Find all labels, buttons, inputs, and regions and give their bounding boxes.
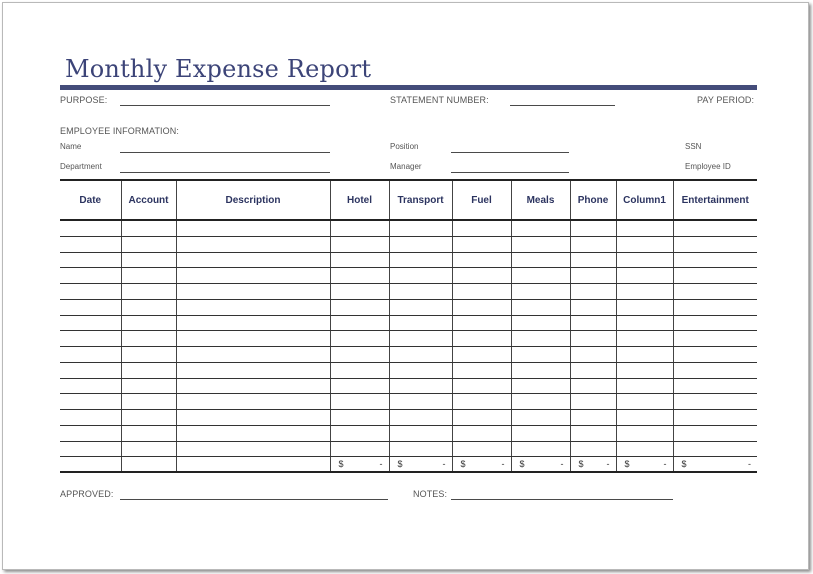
- table-cell[interactable]: [121, 441, 176, 457]
- table-cell[interactable]: [60, 394, 121, 410]
- table-row: [60, 236, 757, 252]
- total-value: -: [442, 459, 446, 470]
- table-cell[interactable]: [511, 394, 570, 410]
- table-cell[interactable]: [60, 268, 121, 284]
- column-header[interactable]: Hotel: [330, 180, 389, 220]
- table-cell[interactable]: [452, 268, 511, 284]
- table-row: [60, 284, 757, 300]
- table-row: [60, 425, 757, 441]
- table-cell[interactable]: [60, 410, 121, 426]
- table-cell[interactable]: [121, 220, 176, 236]
- table-cell[interactable]: [616, 252, 673, 268]
- table-row: [60, 378, 757, 394]
- table-cell[interactable]: [176, 284, 330, 300]
- table-cell[interactable]: [616, 441, 673, 457]
- table-row: [60, 331, 757, 347]
- manager-label: Manager: [390, 162, 422, 171]
- table-cell[interactable]: [389, 268, 452, 284]
- table-cell[interactable]: [60, 331, 121, 347]
- table-cell[interactable]: [673, 284, 757, 300]
- table-cell: [121, 457, 176, 473]
- table-cell[interactable]: [452, 252, 511, 268]
- total-value: -: [379, 459, 383, 470]
- table-row: [60, 410, 757, 426]
- approved-field[interactable]: [120, 499, 388, 500]
- table-cell[interactable]: [673, 410, 757, 426]
- table-row: [60, 220, 757, 236]
- table-cell[interactable]: [673, 347, 757, 363]
- table-row: [60, 268, 757, 284]
- column-header[interactable]: Date: [60, 180, 121, 220]
- table-cell[interactable]: [570, 331, 616, 347]
- table-cell: [60, 457, 121, 473]
- total-value: -: [663, 459, 667, 470]
- table-cell[interactable]: [511, 268, 570, 284]
- table-cell[interactable]: [121, 268, 176, 284]
- table-cell[interactable]: [389, 284, 452, 300]
- total-value: -: [501, 459, 505, 470]
- table-cell[interactable]: [452, 220, 511, 236]
- table-cell[interactable]: [616, 315, 673, 331]
- statement-number-label: STATEMENT NUMBER:: [390, 95, 489, 105]
- table-cell[interactable]: [176, 315, 330, 331]
- table-cell[interactable]: [176, 299, 330, 315]
- table-cell[interactable]: [330, 347, 389, 363]
- table-cell[interactable]: [452, 315, 511, 331]
- table-cell[interactable]: [121, 284, 176, 300]
- table-cell[interactable]: [570, 347, 616, 363]
- table-cell[interactable]: [389, 236, 452, 252]
- table-cell[interactable]: [121, 425, 176, 441]
- currency-symbol: $: [578, 459, 584, 470]
- name-field[interactable]: [120, 152, 330, 153]
- table-cell[interactable]: [452, 347, 511, 363]
- total-value: -: [748, 459, 751, 470]
- table-cell[interactable]: [673, 425, 757, 441]
- table-cell[interactable]: [616, 268, 673, 284]
- table-cell[interactable]: [673, 331, 757, 347]
- table-cell[interactable]: [616, 362, 673, 378]
- table-cell[interactable]: [60, 441, 121, 457]
- purpose-field[interactable]: [120, 105, 330, 106]
- table-cell[interactable]: [616, 378, 673, 394]
- currency-symbol: $: [519, 459, 525, 470]
- table-cell[interactable]: [121, 299, 176, 315]
- table-cell[interactable]: [60, 220, 121, 236]
- table-cell[interactable]: [121, 315, 176, 331]
- currency-symbol: $: [460, 459, 466, 470]
- table-cell[interactable]: [570, 284, 616, 300]
- table-row: [60, 394, 757, 410]
- table-cell[interactable]: [452, 236, 511, 252]
- notes-label: NOTES:: [413, 489, 448, 499]
- table-cell[interactable]: [511, 315, 570, 331]
- currency-symbol: $: [397, 459, 403, 470]
- column-header[interactable]: Account: [121, 180, 176, 220]
- column-header[interactable]: Phone: [570, 180, 616, 220]
- table-cell[interactable]: [176, 236, 330, 252]
- table-cell[interactable]: [452, 284, 511, 300]
- employee-information-label: EMPLOYEE INFORMATION:: [60, 126, 179, 136]
- table-cell[interactable]: [60, 378, 121, 394]
- table-cell[interactable]: [511, 331, 570, 347]
- table-cell[interactable]: [452, 425, 511, 441]
- table-cell[interactable]: [616, 347, 673, 363]
- table-cell[interactable]: [121, 347, 176, 363]
- table-cell[interactable]: [673, 268, 757, 284]
- total-value: -: [560, 459, 564, 470]
- table-cell[interactable]: [60, 284, 121, 300]
- table-cell[interactable]: [176, 252, 330, 268]
- table-cell[interactable]: [330, 410, 389, 426]
- table-cell[interactable]: [511, 362, 570, 378]
- total-cell: [673, 457, 757, 473]
- table-cell: [176, 457, 330, 473]
- table-cell[interactable]: [570, 410, 616, 426]
- table-cell[interactable]: [570, 252, 616, 268]
- total-cell: [452, 457, 511, 473]
- table-cell[interactable]: [511, 425, 570, 441]
- department-field[interactable]: [120, 172, 330, 173]
- currency-symbol: $: [624, 459, 630, 470]
- total-cell: [330, 457, 389, 473]
- table-cell[interactable]: [452, 299, 511, 315]
- table-cell[interactable]: [452, 441, 511, 457]
- table-cell[interactable]: [121, 394, 176, 410]
- employee-id-label: Employee ID: [685, 162, 731, 171]
- table-cell[interactable]: [176, 331, 330, 347]
- table-cell[interactable]: [389, 362, 452, 378]
- table-cell[interactable]: [389, 378, 452, 394]
- table-cell[interactable]: [330, 378, 389, 394]
- table-cell[interactable]: [570, 299, 616, 315]
- approved-label: APPROVED:: [60, 489, 114, 499]
- purpose-label: PURPOSE:: [60, 95, 108, 105]
- statement-number-field[interactable]: [510, 105, 615, 106]
- position-field[interactable]: [451, 152, 569, 153]
- table-cell[interactable]: [389, 425, 452, 441]
- table-cell[interactable]: [673, 299, 757, 315]
- table-cell[interactable]: [616, 220, 673, 236]
- table-cell[interactable]: [616, 331, 673, 347]
- table-cell[interactable]: [570, 441, 616, 457]
- notes-field[interactable]: [451, 499, 673, 500]
- table-cell[interactable]: [570, 268, 616, 284]
- table-cell[interactable]: [330, 394, 389, 410]
- ssn-label: SSN: [685, 142, 702, 151]
- table-cell[interactable]: [389, 394, 452, 410]
- table-row: [60, 315, 757, 331]
- column-header[interactable]: Column1: [616, 180, 673, 220]
- name-label: Name: [60, 142, 82, 151]
- table-cell[interactable]: [176, 441, 330, 457]
- table-cell[interactable]: [570, 315, 616, 331]
- table-cell[interactable]: [616, 410, 673, 426]
- table-cell[interactable]: [60, 347, 121, 363]
- table-cell[interactable]: [673, 236, 757, 252]
- table-cell[interactable]: [673, 378, 757, 394]
- table-cell[interactable]: [570, 236, 616, 252]
- total-cell: [511, 457, 570, 473]
- title-underline: [60, 85, 757, 90]
- table-cell[interactable]: [330, 252, 389, 268]
- table-header-row: [60, 180, 757, 220]
- table-row: [60, 347, 757, 363]
- table-cell[interactable]: [176, 220, 330, 236]
- expense-table: [60, 179, 757, 473]
- table-cell[interactable]: [511, 378, 570, 394]
- pay-period-label: PAY PERIOD:: [697, 95, 755, 105]
- table-cell[interactable]: [176, 425, 330, 441]
- table-cell[interactable]: [673, 362, 757, 378]
- table-cell[interactable]: [176, 394, 330, 410]
- column-header[interactable]: Description: [176, 180, 330, 220]
- table-cell[interactable]: [389, 252, 452, 268]
- table-cell[interactable]: [570, 425, 616, 441]
- table-cell[interactable]: [330, 284, 389, 300]
- table-cell[interactable]: [570, 362, 616, 378]
- table-cell[interactable]: [176, 268, 330, 284]
- table-cell[interactable]: [389, 441, 452, 457]
- total-cell: [616, 457, 673, 473]
- table-cell[interactable]: [330, 441, 389, 457]
- table-cell[interactable]: [452, 362, 511, 378]
- column-header[interactable]: Entertainment: [673, 180, 757, 220]
- column-header[interactable]: Fuel: [452, 180, 511, 220]
- table-cell[interactable]: [616, 425, 673, 441]
- totals-row: [60, 457, 757, 473]
- table-cell[interactable]: [121, 362, 176, 378]
- table-cell[interactable]: [511, 284, 570, 300]
- table-cell[interactable]: [673, 441, 757, 457]
- table-cell[interactable]: [330, 425, 389, 441]
- total-cell: [570, 457, 616, 473]
- total-value: -: [606, 459, 610, 470]
- department-label: Department: [60, 162, 102, 171]
- table-cell[interactable]: [511, 347, 570, 363]
- table-cell[interactable]: [60, 252, 121, 268]
- table-row: [60, 252, 757, 268]
- table-cell[interactable]: [511, 236, 570, 252]
- table-cell[interactable]: [570, 220, 616, 236]
- table-cell[interactable]: [511, 299, 570, 315]
- table-cell[interactable]: [60, 315, 121, 331]
- currency-symbol: $: [681, 459, 687, 470]
- table-cell[interactable]: [673, 220, 757, 236]
- table-cell[interactable]: [452, 394, 511, 410]
- table-cell[interactable]: [673, 315, 757, 331]
- table-cell[interactable]: [616, 394, 673, 410]
- total-cell: [389, 457, 452, 473]
- table-cell[interactable]: [389, 347, 452, 363]
- table-cell[interactable]: [330, 331, 389, 347]
- table-cell[interactable]: [121, 236, 176, 252]
- table-cell[interactable]: [330, 268, 389, 284]
- table-cell[interactable]: [60, 425, 121, 441]
- table-cell[interactable]: [121, 331, 176, 347]
- currency-symbol: $: [338, 459, 344, 470]
- table-cell[interactable]: [511, 220, 570, 236]
- table-row: [60, 362, 757, 378]
- table-cell[interactable]: [330, 315, 389, 331]
- table-cell[interactable]: [330, 236, 389, 252]
- table-cell[interactable]: [176, 362, 330, 378]
- page-title: Monthly Expense Report: [65, 55, 372, 83]
- table-cell[interactable]: [673, 394, 757, 410]
- table-cell[interactable]: [330, 362, 389, 378]
- manager-field[interactable]: [451, 172, 569, 173]
- table-cell[interactable]: [616, 299, 673, 315]
- table-cell[interactable]: [616, 284, 673, 300]
- table-cell[interactable]: [570, 378, 616, 394]
- table-row: [60, 299, 757, 315]
- table-cell[interactable]: [389, 220, 452, 236]
- table-cell[interactable]: [389, 331, 452, 347]
- table-cell[interactable]: [616, 236, 673, 252]
- table-cell[interactable]: [570, 394, 616, 410]
- column-header[interactable]: Meals: [511, 180, 570, 220]
- table-cell[interactable]: [176, 378, 330, 394]
- table-cell[interactable]: [511, 410, 570, 426]
- table-cell[interactable]: [389, 315, 452, 331]
- table-cell[interactable]: [121, 378, 176, 394]
- table-cell[interactable]: [452, 331, 511, 347]
- table-cell[interactable]: [452, 410, 511, 426]
- table-cell[interactable]: [60, 236, 121, 252]
- table-cell[interactable]: [452, 378, 511, 394]
- table-cell[interactable]: [176, 410, 330, 426]
- column-header[interactable]: Transport: [389, 180, 452, 220]
- table-cell[interactable]: [389, 410, 452, 426]
- table-cell[interactable]: [121, 410, 176, 426]
- expense-report-sheet: [2, 2, 809, 570]
- table-cell[interactable]: [511, 441, 570, 457]
- table-cell[interactable]: [121, 252, 176, 268]
- table-cell[interactable]: [673, 252, 757, 268]
- table-cell[interactable]: [511, 252, 570, 268]
- table-cell[interactable]: [330, 220, 389, 236]
- table-cell[interactable]: [60, 299, 121, 315]
- table-cell[interactable]: [176, 347, 330, 363]
- table-cell[interactable]: [389, 299, 452, 315]
- table-cell[interactable]: [60, 362, 121, 378]
- table-row: [60, 441, 757, 457]
- table-cell[interactable]: [330, 299, 389, 315]
- position-label: Position: [390, 142, 419, 151]
